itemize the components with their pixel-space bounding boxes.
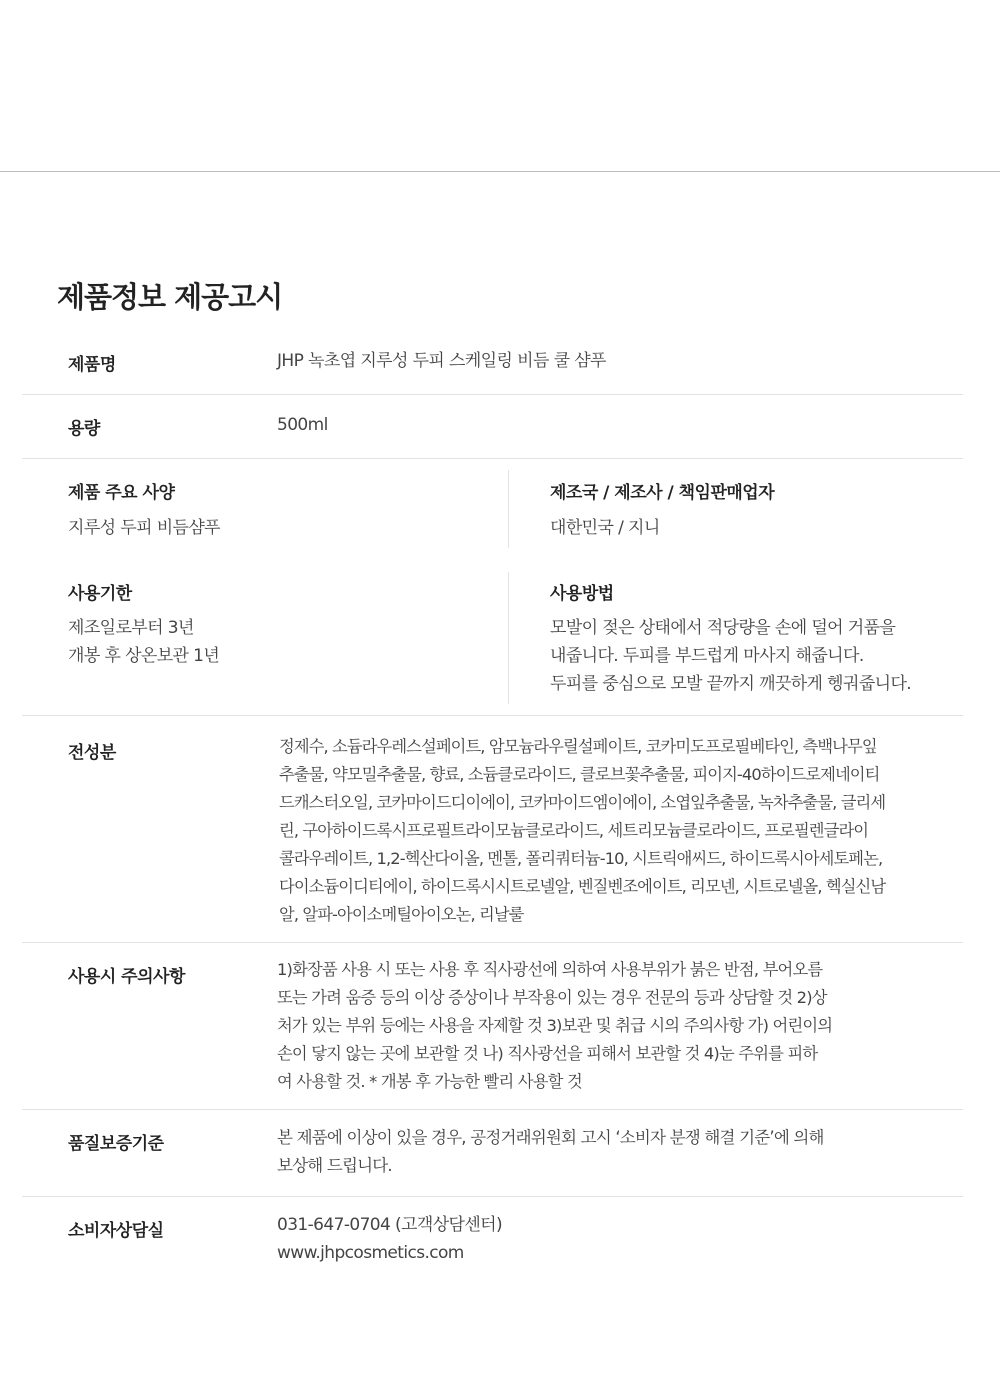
divider bbox=[22, 1196, 963, 1197]
spec-value: 지루성 두피 비듬샴푸 bbox=[68, 518, 221, 538]
consumer-label: 소비자상담실 bbox=[68, 1221, 164, 1241]
quality-line: 보상해 드립니다. bbox=[277, 1156, 392, 1175]
consumer-website-link[interactable]: www.jhpcosmetics.com bbox=[277, 1243, 464, 1263]
spec-label: 제품 주요 사양 bbox=[68, 483, 175, 503]
ingredients-value bbox=[279, 733, 885, 929]
caution-line: 손이 닿지 않는 곳에 보관할 것 나) 직사광선을 피해서 보관할 것 4)눈 주위를 피하 bbox=[277, 1044, 818, 1063]
expiry-label: 사용기한 bbox=[68, 584, 132, 604]
caution-line: 여 사용할 것. * 개봉 후 가능한 빨리 사용할 것 bbox=[277, 1072, 582, 1091]
caution-value bbox=[277, 956, 832, 1096]
expiry-line: 제조일로부터 3년 bbox=[68, 618, 194, 638]
quality-line: 본 제품에 이상이 있을 경우, 공정거래위원회 고시 ‘소비자 분쟁 해결 기준’에 의해 bbox=[277, 1128, 824, 1147]
ingredients-line: 알, 알파-아이소메틸아이오논, 리날룰 bbox=[279, 905, 524, 924]
quality-label: 품질보증기준 bbox=[68, 1134, 164, 1154]
volume-value: 500ml bbox=[277, 415, 328, 435]
volume-label: 용량 bbox=[68, 419, 100, 439]
divider bbox=[22, 715, 963, 716]
divider bbox=[22, 942, 963, 943]
product-name-label: 제품명 bbox=[68, 355, 116, 375]
expiry-value bbox=[68, 614, 219, 670]
usage-value bbox=[550, 614, 970, 698]
usage-label: 사용방법 bbox=[550, 584, 614, 604]
top-divider bbox=[0, 171, 1000, 172]
caution-line: 처가 있는 부위 등에는 사용을 자제할 것 3)보관 및 취급 시의 주의사항 가) 어린이의 bbox=[277, 1016, 833, 1035]
quality-value bbox=[277, 1124, 824, 1180]
page-title: 제품정보 제공고시 bbox=[57, 280, 283, 314]
product-name-value: JHP 녹초엽 지루성 두피 스케일링 비듬 쿨 샴푸 bbox=[277, 351, 606, 371]
ingredients-line: 드캐스터오일, 코카마이드디이에이, 코카마이드엠이에이, 소엽잎추출물, 녹차추출물, 글리세 bbox=[279, 793, 886, 812]
ingredients-line: 다이소듐이디티에이, 하이드록시시트로넬알, 벤질벤조에이트, 리모넨, 시트로넬올, 헥실신남 bbox=[279, 877, 886, 896]
usage-line: 모발이 젖은 상태에서 적당량을 손에 덜어 거품을 bbox=[550, 618, 896, 638]
divider bbox=[22, 458, 963, 459]
caution-line: 1)화장품 사용 시 또는 사용 후 직사광선에 의하여 사용부위가 붉은 반점, 부어오름 bbox=[277, 960, 823, 979]
ingredients-label: 전성분 bbox=[68, 743, 116, 763]
maker-value: 대한민국 / 지니 bbox=[550, 518, 660, 538]
caution-label: 사용시 주의사항 bbox=[68, 967, 185, 987]
usage-line: 내줍니다. 두피를 부드럽게 마사지 해줍니다. bbox=[550, 646, 864, 666]
column-divider bbox=[508, 572, 509, 704]
ingredients-line: 콜라우레이트, 1,2-헥산다이올, 멘톨, 폴리쿼터늄-10, 시트릭애씨드, 하이드록시아세토페논, bbox=[279, 849, 883, 868]
ingredients-line: 린, 구아하이드록시프로필트라이모늄클로라이드, 세트리모늄클로라이드, 프로필렌글라이 bbox=[279, 821, 869, 840]
divider bbox=[22, 1109, 963, 1110]
ingredients-line: 추출물, 약모밀추출물, 향료, 소듐클로라이드, 클로브꽃추출물, 피이지-40하이드로제네이티 bbox=[279, 765, 880, 784]
consumer-phone[interactable]: 031-647-0704 (고객상담센터) bbox=[277, 1215, 503, 1235]
expiry-line: 개봉 후 상온보관 1년 bbox=[68, 646, 220, 666]
maker-label: 제조국 / 제조사 / 책임판매업자 bbox=[550, 483, 775, 503]
column-divider bbox=[508, 470, 509, 548]
ingredients-line: 정제수, 소듐라우레스설페이트, 암모늄라우릴설페이트, 코카미도프로필베타인, 측백나무잎 bbox=[279, 737, 877, 756]
consumer-value bbox=[277, 1211, 502, 1267]
divider bbox=[22, 394, 963, 395]
usage-line: 두피를 중심으로 모발 끝까지 깨끗하게 헹궈줍니다. bbox=[550, 674, 912, 694]
caution-line: 또는 가려 움증 등의 이상 증상이나 부작용이 있는 경우 전문의 등과 상담할 것 2)상 bbox=[277, 988, 827, 1007]
